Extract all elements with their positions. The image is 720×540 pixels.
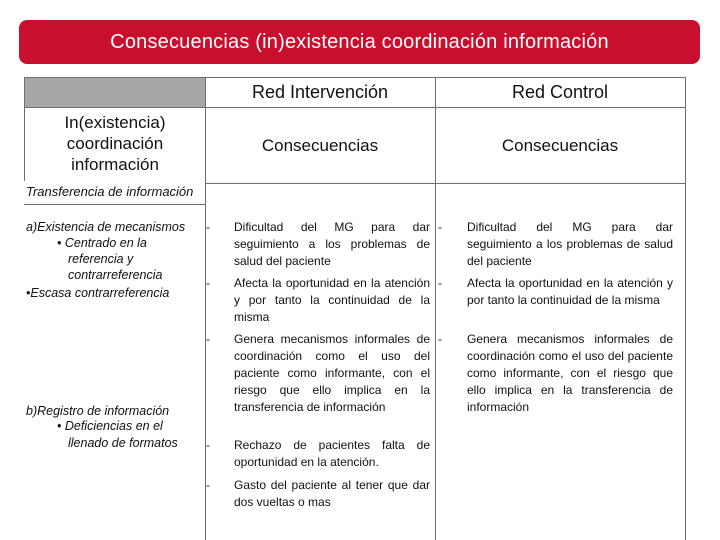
row-label-coordinacion: In(existencia) coordinación información [64, 112, 166, 174]
item-a-bullet1-l2: referencia y [68, 252, 134, 266]
dash-intervencion-4: - [206, 438, 210, 452]
grid-line-col2 [435, 77, 436, 540]
intervencion-item-1: Dificultad del MG para dar seguimiento a los problemas de salud del paciente [234, 220, 430, 268]
intervencion-item-3: Genera mecanismos informales de coordinación como el uso del paciente como informante, con el riesgo que ello implica en la transferencia de información [234, 332, 430, 414]
intervencion-item-4: Rechazo de pacientes falta de oportunidad en la atención. [234, 438, 430, 469]
intervencion-item-2: Afecta la oportunidad en la atención y por tanto la continuidad de la misma [234, 276, 430, 324]
item-a-bullet2: •Escasa contrarreferencia [26, 286, 170, 300]
grid-line-right [685, 77, 686, 540]
subheader-consecuencias-intervencion: Consecuencias [261, 135, 379, 155]
control-item-2: Afecta la oportunidad en la atención y por tanto la continuidad de la misma [467, 276, 673, 307]
control-item-1: Dificultad del MG para dar seguimiento a los problemas de salud del paciente [467, 220, 673, 268]
header-red-control: Red Control [511, 82, 609, 102]
dash-control-1: - [438, 220, 442, 234]
dash-intervencion-3: - [206, 332, 210, 346]
grid-line-col1 [205, 77, 206, 540]
dash-intervencion-1: - [206, 220, 210, 234]
item-a-bullet1-l1: • Centrado en la [57, 236, 147, 250]
item-b-bullet1-l2: llenado de formatos [68, 436, 178, 450]
grid-line-left [24, 77, 25, 181]
subheader-consecuencias-control: Consecuencias [501, 135, 619, 155]
dash-intervencion-2: - [206, 276, 210, 290]
header-corner-grey [25, 78, 205, 107]
item-a-bullet1-l3: contrarreferencia [68, 268, 163, 282]
grid-line-section [24, 204, 205, 205]
dash-intervencion-5: - [206, 478, 210, 492]
slide-title: Consecuencias (in)existencia coordinación información [19, 20, 700, 64]
intervencion-item-5: Gasto del paciente al tener que dar dos vueltas o mas [234, 478, 430, 509]
dash-control-3: - [438, 332, 442, 346]
grid-line-subheader [205, 183, 686, 184]
section-transferencia: Transferencia de información [26, 184, 194, 199]
item-b-bullet1-l1: • Deficiencias en el [57, 419, 163, 433]
dash-control-2: - [438, 276, 442, 290]
item-b-title: b)Registro de información [26, 404, 170, 418]
grid-line-header [24, 107, 686, 108]
control-item-3: Genera mecanismos informales de coordinación como el uso del paciente como informante, con el riesgo que ello implica en la transferencia de información [467, 332, 673, 414]
item-a-title: a)Existencia de mecanismos [26, 220, 186, 234]
grid-line-top [24, 77, 686, 78]
header-red-intervencion: Red Intervención [251, 82, 389, 102]
